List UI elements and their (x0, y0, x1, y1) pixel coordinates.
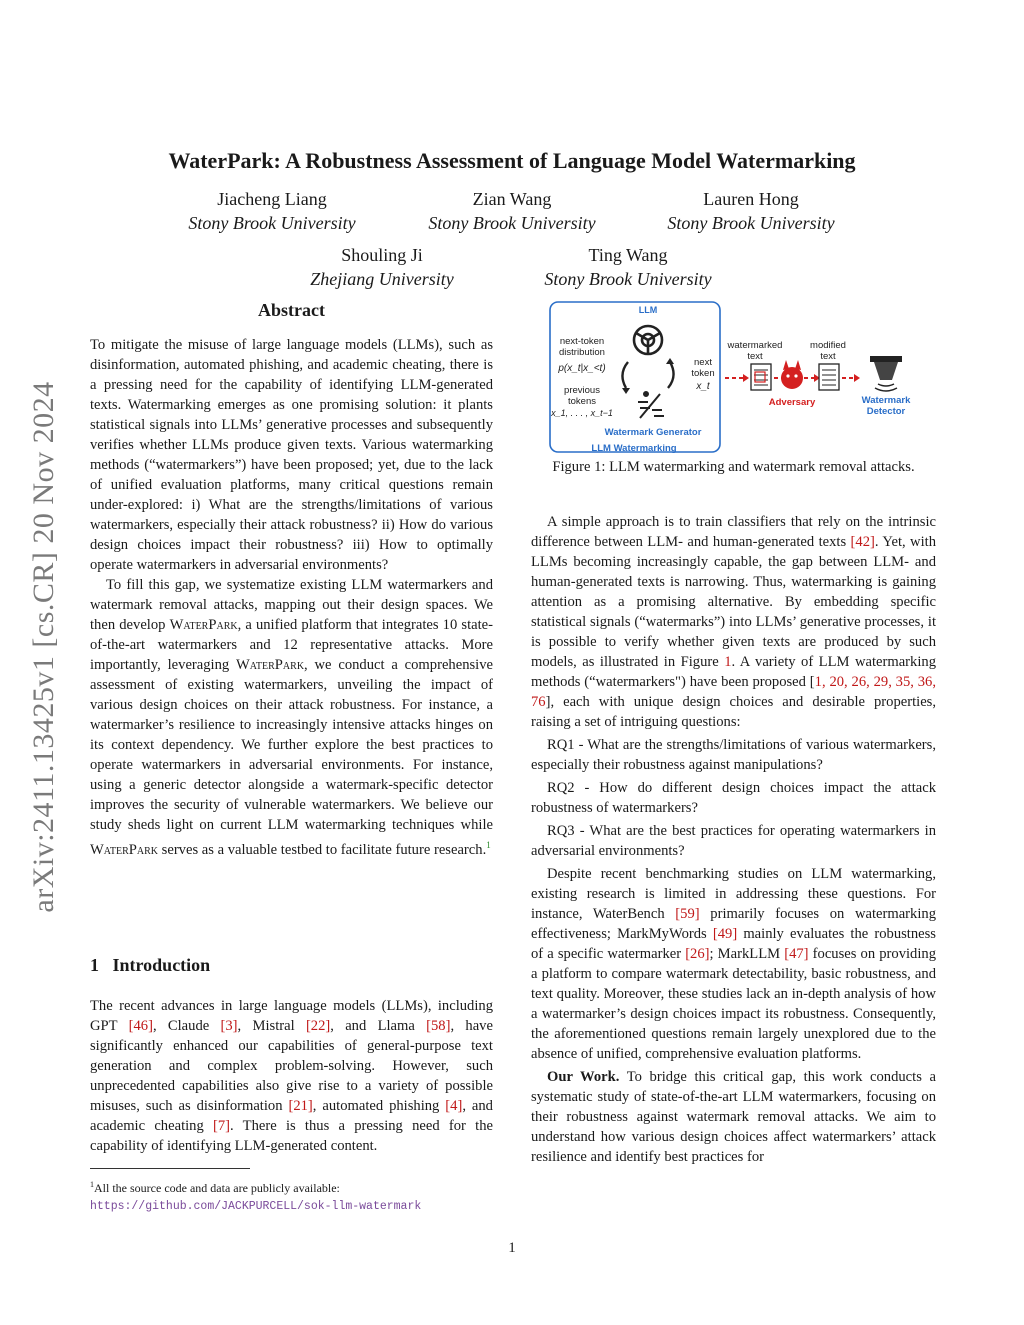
abstract-paragraph: To mitigate the misuse of large language models (LLMs), such as disinformation, automated phishing, and academic cheating, there is a pressing need for the capability of identifying LLM-generated texts. Watermarking emerges as one promising solution: it plants statistical signals into LLMs’ generative processes and subsequently verifies whether LLMs produce given texts. Various watermarking methods (“watermarkers”) have been proposed; yet, due to the lack of unified evaluation platforms, many critical questions remain under-explored: i) What are the strengths/limitations of various watermarkers, especially their attack robustness? ii) How do various design choices impact their robustness? iii) How to optimally operate watermarkers in adversarial environments? (90, 337, 493, 573)
citation-link[interactable]: [7] (213, 1118, 231, 1134)
author-affiliation: Stony Brook University (428, 213, 596, 233)
body-paragraph (531, 1067, 936, 1167)
watermark-detector-label-1: Watermark (861, 395, 911, 406)
author-name: Shouling Ji (341, 245, 423, 265)
abstract-paragraph (90, 575, 493, 860)
right-column-body (531, 512, 936, 1167)
text-run: ; MarkLLM (709, 946, 785, 962)
footnote-link[interactable]: 1 (486, 840, 491, 850)
arrowhead-icon (743, 374, 749, 382)
previous-tokens-label-1: previous (564, 385, 600, 396)
arxiv-identifier (24, 352, 64, 942)
modified-text-label-2: text (820, 351, 836, 362)
footnote-url-link[interactable]: https://github.com/JACKPURCELL/sok-llm-watermark (90, 1200, 422, 1213)
next-token-label-1: next (694, 357, 712, 368)
watermark-detector-label-2: Detector (866, 406, 906, 417)
citation-link[interactable]: [47] (784, 946, 809, 962)
citation-link[interactable]: [26] (685, 946, 710, 962)
figure-1-diagram (540, 298, 940, 458)
author-affiliation: Stony Brook University (188, 213, 356, 233)
author-block (262, 243, 502, 291)
arrowhead-icon (622, 388, 630, 394)
text-run: A simple approach is to train classifiers that rely on the intrinsic difference between LLM- and human-generated texts (531, 514, 936, 550)
text-run: , we conduct a comprehensive assessment of existing watermarkers, unveiling the impact of various design choices on their attack robustness. For instance, a watermarker’s resilience to increasingly intensive attacks hinges on its context dependency. We further explore the best practices to operate watermarkers in adversarial environments. For instance, using a generic detector alongside a watermark-specific detector improves the security of vulnerable watermarkers. We believe our study sheds light on current LLM watermarking techniques while (90, 657, 493, 833)
text-run: , and academic cheating (90, 1098, 493, 1134)
author-name: Zian Wang (472, 189, 552, 209)
citation-link[interactable]: [59] (675, 906, 700, 922)
citation-link[interactable]: [49] (712, 926, 738, 942)
watermarked-text-label-2: text (747, 351, 763, 362)
author-block (152, 187, 392, 235)
text-run: focuses on providing a platform to compare watermark detectability, basic robustness, and text quality. Moreover, these studies lack an in-depth analysis of how a watermarker’s design choices impact its robustness. Consequently, the aforementioned questions remain largely unexplored due to the absence of unified, comprehensive evaluation platforms. (531, 946, 936, 1062)
previous-tokens-label-2: tokens (568, 396, 596, 407)
llm-label: LLM (638, 305, 658, 315)
citation-link[interactable]: [4] (445, 1098, 463, 1114)
system-name: WaterPark (236, 657, 305, 673)
watermark-generator-icon (638, 392, 664, 418)
arrowhead-icon (666, 358, 674, 364)
text-run: serves as a valuable testbed to facilitate future research. (158, 841, 487, 858)
cycle-arrow-left (622, 362, 628, 388)
page-number: 1 (508, 1240, 516, 1256)
research-question: RQ1 - What are the strengths/limitations of various watermarkers, especially their robustness against manipulations? (531, 737, 936, 773)
adversary-devil-icon (781, 360, 803, 389)
abstract-heading: Abstract (258, 300, 325, 320)
text-run: , Mistral (237, 1018, 306, 1034)
citation-link[interactable]: [21] (288, 1098, 313, 1114)
adversary-label: Adversary (768, 397, 816, 408)
figure-1-caption: Figure 1: LLM watermarking and watermark removal attacks. (552, 459, 915, 475)
watermarked-text-label-1: watermarked (727, 340, 783, 351)
cycle-arrow-right (668, 362, 674, 388)
system-name: WaterPark (169, 617, 238, 633)
author-affiliation: Zhejiang University (310, 269, 454, 289)
text-run: To fill this gap, we systematize existing LLM watermarkers and watermark removal attacks, mapping out their design spaces. We then develop (90, 577, 493, 633)
author-name: Jiacheng Liang (217, 189, 327, 209)
research-question: RQ2 - How do different design choices impact the attack robustness of watermarkers? (531, 780, 936, 816)
footnote (90, 1176, 493, 1215)
watermark-generator-label: Watermark Generator (604, 427, 702, 438)
next-token-expression: x_t (696, 381, 710, 392)
text-run: . Yet, with LLMs becoming increasingly capable, the gap between LLM- and human-generated texts is narrowing. Thus, watermarking is gaining attention as a promising alternative. By embedding specific statistical signals (“watermarks”) into LLMs’ generative processes, it is possible to verify whether given texts are produced by such models, as illustrated in Figure (531, 534, 937, 670)
citation-link[interactable]: [46] (128, 1018, 153, 1034)
paper-title: WaterPark: A Robustness Assessment of Language Model Watermarking (168, 148, 856, 173)
text-run: mainly evaluates the robustness of a specific watermarker (531, 926, 936, 962)
abstract-body (90, 335, 493, 860)
text-run: , have significantly enhanced our capabilities of general-purpose text generation and complex problem-solving. However, such unprecedented capabilities also give rise to a variety of possible misuses, such as disinformation (90, 1018, 493, 1114)
author-name: Lauren Hong (703, 189, 799, 209)
author-name: Ting Wang (588, 245, 668, 265)
text-run: . There is thus a pressing need for the capability of identifying LLM-generated content. (90, 1118, 493, 1154)
llm-logo-icon (634, 326, 662, 354)
prob-expression: p(x_t|x_<t) (558, 363, 606, 374)
prev-tokens-expression: x_1, . . . , x_t−1 (551, 408, 613, 418)
author-affiliation: Stony Brook University (667, 213, 835, 233)
figure-1 (540, 298, 940, 458)
figure-link[interactable]: 1 (724, 654, 732, 670)
author-block (508, 243, 748, 291)
citation-link[interactable]: 1, 20, 26, 29, 35, 36, 76 (531, 674, 936, 710)
intro-paragraph (90, 996, 493, 1156)
text-run: . A variety of LLM watermarking methods (“watermarkers") have been proposed [ (531, 654, 936, 690)
footnote-rule (90, 1168, 250, 1169)
text-run: To bridge this critical gap, this work conducts a systematic study of state-of-the-art LLM watermarkers, focusing on their robustness against watermark removal attacks. We aim to understand how various design choices affect watermarkers’ attack resilience and identify best practices for (531, 1069, 936, 1165)
section-title: Introduction (112, 955, 211, 975)
body-paragraph (531, 512, 936, 732)
section-number: 1 (90, 955, 99, 975)
section-heading (90, 955, 210, 976)
author-affiliation: Stony Brook University (544, 269, 712, 289)
text-run: , a unified platform that integrates 10 state-of-the-art watermarkers and 12 representative attacks. More importantly, leveraging (90, 617, 493, 673)
modified-text-label-1: modified (810, 340, 846, 351)
body-paragraph (531, 864, 936, 1064)
arxiv-identifier-text: arXiv:2411.13425v1 [cs.CR] 20 Nov 2024 (27, 381, 60, 913)
watermark-detector-icon (870, 356, 902, 391)
citation-link[interactable]: [3] (220, 1018, 238, 1034)
author-block (631, 187, 871, 235)
llm-watermarking-label: LLM Watermarking (591, 443, 677, 454)
research-question: RQ3 - What are the best practices for operating watermarkers in adversarial environments? (531, 823, 936, 859)
text-run: , Claude (152, 1018, 221, 1034)
watermarked-document-icon (751, 364, 771, 390)
paragraph-lead: Our Work. (547, 1069, 620, 1085)
text-run: ], each with unique design choices and desirable properties, raising a set of intriguing questions: (531, 694, 936, 730)
text-run: , automated phishing (312, 1098, 446, 1114)
arrowhead-icon (854, 374, 860, 382)
next-token-dist-label-2: distribution (559, 347, 605, 358)
footnote-text: All the source code and data are publicly available: (94, 1181, 340, 1195)
text-run: primarily focuses on watermarking effectiveness; MarkMyWords (531, 906, 936, 942)
citation-link[interactable]: [42] (850, 534, 875, 550)
citation-link[interactable]: [22] (305, 1018, 331, 1034)
footnote-mark: 1 (90, 1180, 94, 1189)
text-run: The recent advances in large language models (LLMs), including GPT (90, 998, 493, 1034)
intro-body (90, 996, 493, 1156)
citation-link[interactable]: [58] (426, 1018, 451, 1034)
next-token-label-2: token (691, 368, 715, 379)
system-name: WaterPark (90, 841, 159, 858)
next-token-dist-label-1: next-token (559, 336, 605, 347)
text-run: , and Llama (330, 1018, 427, 1034)
author-block (392, 187, 632, 235)
modified-document-icon (819, 364, 839, 390)
text-run: Despite recent benchmarking studies on LLM watermarking, existing research is limited in addressing these questions. For instance, WaterBench (531, 866, 936, 922)
